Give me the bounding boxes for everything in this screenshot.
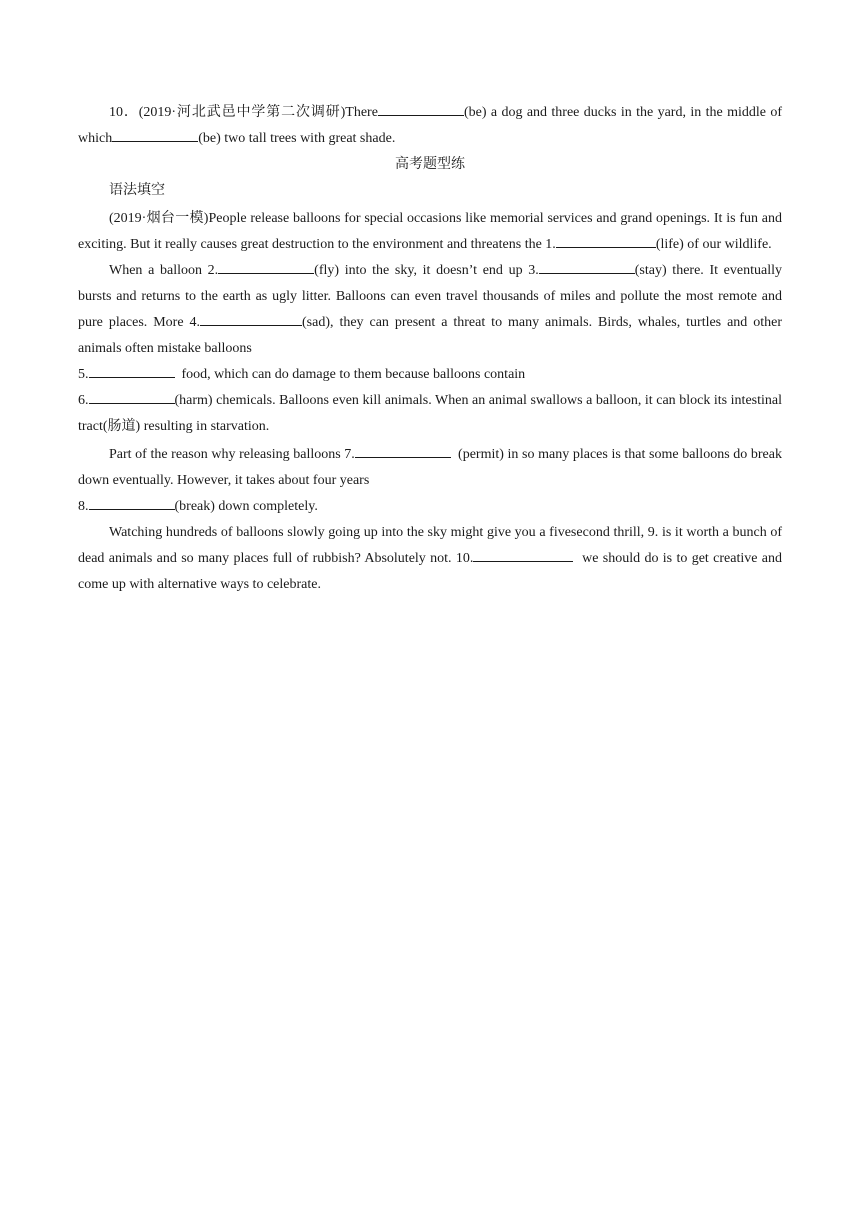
passage-text: (permit) in so many places is that some balloons do break down eventually. However, it takes about four years [78,447,782,488]
passage-paragraph-4 [78,520,782,598]
passage-text: 6. [78,393,89,408]
passage-paragraph-1 [78,206,782,258]
passage-text: Part of the reason why releasing balloons 7. [109,447,355,462]
document-page [78,100,782,598]
passage-text: (fly) into the sky, it doesn’t end up 3. [314,263,539,278]
passage-text: 8. [78,499,89,514]
q10-text-2: (be) a dog and three ducks in the yard, in the middle of which [78,105,782,146]
passage-line-8 [78,494,782,520]
passage-text: (sad), they can present a threat to many animals. Birds, whales, turtles and other animals often mistake balloons [78,315,782,356]
passage-text: (life) of our wildlife. [655,237,772,252]
section-title: 高考题型练 [395,157,465,172]
answer-blank[interactable] [112,127,198,142]
passage-line-6 [78,388,782,440]
answer-blank-10[interactable] [473,547,573,562]
passage-text: (break) down completely. [174,499,318,514]
passage-text: (harm) chemicals. Balloons even kill animals. When an animal swallows a balloon, it can block its intestinal tract(肠道) resulting in starvation. [78,393,782,434]
answer-blank-8[interactable] [89,495,175,510]
passage-paragraph-2 [78,258,782,362]
passage-line-5 [78,362,782,388]
answer-blank-6[interactable] [89,389,175,404]
passage-text: Watching hundreds of balloons slowly going up into the sky might give you a fivesecond thrill, 9. [109,525,659,540]
passage-paragraph-3 [78,442,782,494]
question-10 [78,100,782,152]
subsection-label: 语法填空 [109,183,165,198]
q10-text-1: 10．(2019·河北武邑中学第二次调研)There [109,105,378,120]
passage-text: food, which can do damage to them because balloons contain [181,367,526,382]
answer-blank-2[interactable] [218,259,314,274]
passage-text: we should do is to get creative and come up with alternative ways to celebrate. [78,551,783,592]
passage-text: is it worth a bunch of dead animals and so many places full of rubbish? Absolutely not. 10. [78,525,783,566]
answer-blank-7[interactable] [355,443,451,458]
answer-blank-5[interactable] [89,363,175,378]
q10-text-3: (be) two tall trees with great shade. [198,131,396,146]
passage-text: 5. [78,367,89,382]
passage-text: (2019·烟台一模)People release balloons for special occasions like memorial services and grand openings. It is fun and exciting. But it really causes great destruction to the environment and threatens the 1. [78,211,782,252]
answer-blank-4[interactable] [200,311,302,326]
answer-blank[interactable] [378,101,464,116]
answer-blank-1[interactable] [556,233,656,248]
passage-text: When a balloon 2. [109,263,219,278]
passage-text: (stay) there. It eventually bursts and returns to the earth as ugly litter. Balloons can even travel thousands of miles and pollute the most remote and pure places. More 4. [78,263,782,330]
answer-blank-3[interactable] [539,259,635,274]
